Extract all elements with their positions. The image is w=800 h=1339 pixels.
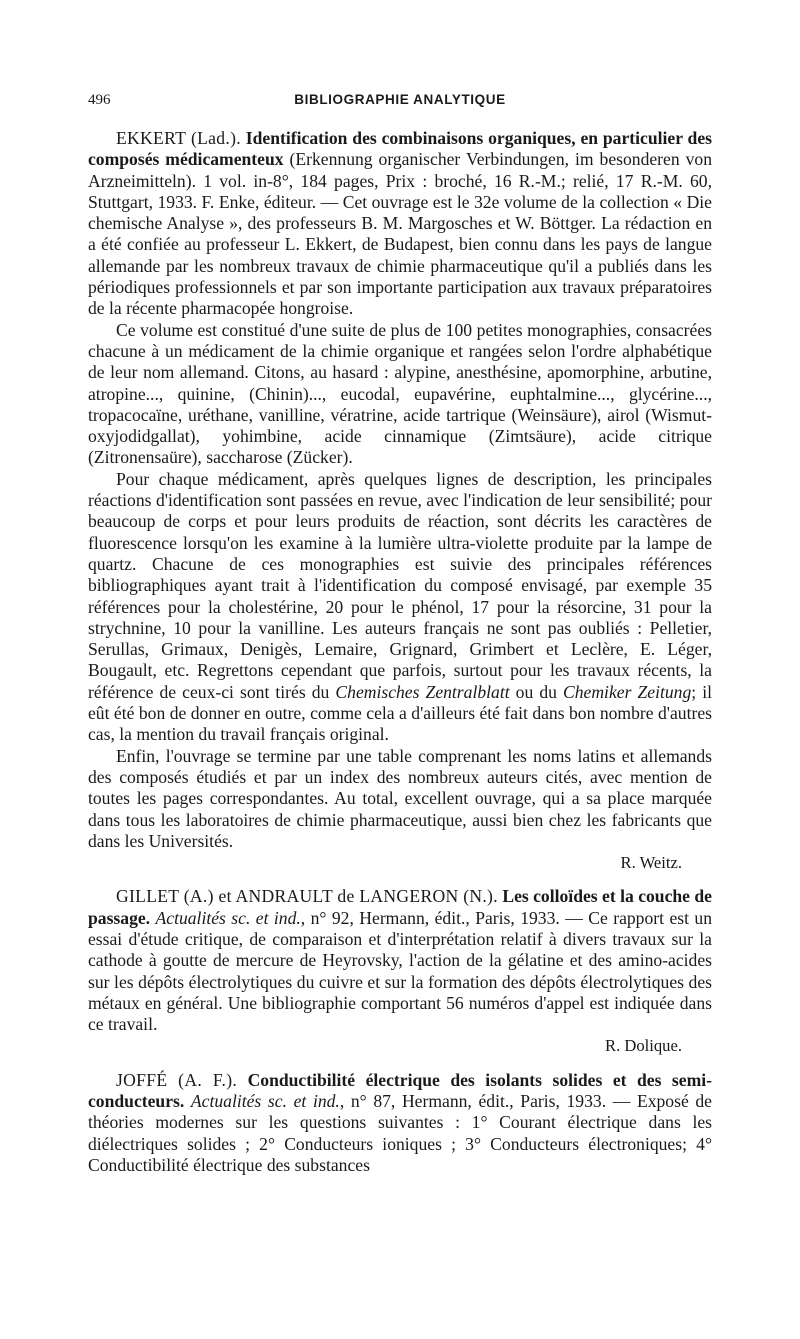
entry-citation: Actualités sc. et ind., n° 92, Hermann, édit., Paris, 1933. — Ce rapport est un essai d'étude critique, de comparaison et d'interprétation relatif à divers travaux sur la cathode à goutte de mercure de Heyrovsky, l'action de la gélatine et des amino-acides sur les dépôts électrolytiques du cuivre et sur la formation des dépôts électrolytiques des métaux en général. Une bibliographie comportant 56 numéros d'appel est indiquée dans ce travail. (88, 907, 713, 1035)
running-title: BIBLIOGRAPHIE ANALYTIQUE (294, 92, 506, 107)
entry-paragraph: Pour chaque médicament, après quelques lignes de description, les principales réactions d'identification sont passées en revue, avec l'indication de leur sensibilité; pour beaucoup de corps et pour leurs produits de réaction, sont décrits les caractères de fluorescence lorsqu'on les examine à la lumière ultra-violette produite par la lampe de quartz. Chacune de ces monographies est suivie des principales références bibliographiques ayant trait à l'identification du composé envisagé, par exemple 35 références pour la cholestérine, 20 pour le phénol, 17 pour la résorcine, 31 pour la strychnine, 10 pour la vanilline. Les auteurs français ne sont pas oubliés : Pelletier, Serullas, Grimaux, Denigès, Lemaire, Grignard, Grimbert et Leclère, E. Léger, Bougault, etc. Regrettons cependant que parfois, surtout pour les travaux récents, la référence de ceux-ci sont tirés du Chemisches Zentralblatt ou du Chemiker Zeitung; il eût été bon de donner en outre, comme cela a d'ailleurs été fait dans bon nombre d'autres cas, la mention du travail français original. (88, 468, 712, 745)
entry-lead-paragraph (88, 128, 712, 320)
entry-paragraph: Enfin, l'ouvrage se termine par une table comprenant les noms latins et allemands des composés étudiés et par un index des nombreux auteurs cités, avec mention de toutes les pages correspondantes. Au total, excellent ouvrage, qui a sa place marquée dans tous les laboratoires de chimie pharmaceutique, aussi bien chez les fabricants que dans les Universités. (88, 745, 712, 851)
page-header (88, 92, 712, 116)
bibliography-entry (88, 1070, 712, 1176)
reviewer-signature: R. Dolique. (605, 1036, 682, 1056)
entry-author: JOFFÉ (A. F.). (116, 1069, 238, 1090)
page-number: 496 (88, 92, 111, 108)
entry-paragraph: Ce volume est constitué d'une suite de plus de 100 petites monographies, consacrées chacune à un médicament de la chimie organique et rangées selon l'ordre alphabétique de leur nom allemand. Citons, au hasard : alypine, anesthésine, apomorphine, arbutine, atropine..., quinine, (Chinin)..., eucodal, eupavérine, euphtalmine..., glycérine..., tropacocaïne, uréthane, vanilline, vératrine, acide tartrique (Weinsäure), airol (Wismut-oxyjodidgallat), yohimbine, acide cinnamique (Zimtsäure), acide citrique (Zitronensaüre), saccharose (Zücker). (88, 319, 712, 468)
entry-title: Les colloïdes et la couche de passage. (88, 886, 712, 928)
entry-citation: Actualités sc. et ind., n° 87, Hermann, édit., Paris, 1933. — Exposé de théories modernes sur les questions suivantes : 1° Courant électrique dans les diélectriques solides ; 2° Conducteurs ioniques ; 3° Conducteurs électroniques; 4° Conductibilité électrique des substances (88, 1091, 712, 1175)
entry-title: Conductibilité électrique des isolants solides et des semi-conducteurs. (88, 1069, 712, 1112)
entry-lead-paragraph (88, 886, 712, 1035)
reviewer-signature: R. Weitz. (620, 853, 682, 873)
entry-author: EKKERT (Lad.). (116, 128, 241, 148)
entry-author: GILLET (A.) et ANDRAULT de LANGERON (N.). (116, 886, 498, 907)
entry-title: Identification des combinaisons organiques, en particulier des composés médicamenteux (88, 128, 712, 170)
bibliography-entry (88, 886, 712, 1056)
entry-lead-paragraph (88, 1070, 712, 1176)
bibliography-entry (88, 128, 712, 873)
entry-citation: (Erkennung organischer Verbindungen, im besonderen von Arzneimitteln). 1 vol. in-8°, 184 pages, Prix : broché, 16 R.-M.; relié, 17 R.-M. 60, Stuttgart, 1933. F. Enke, éditeur. — Cet ouvrage est le 32e volume de la collection « Die chemische Analyse », des professeurs B. M. Margosches et W. Böttger. La rédaction en a été confiée au professeur L. Ekkert, de Budapest, bien connu dans les pays de langue allemande par les nombreux travaux de chimie pharmaceutique qu'il a publiés dans les périodiques professionnels et par son importante participation aux travaux préparatoires de la récente pharmacopée hongroise. (88, 149, 712, 319)
bibliography-body (88, 128, 712, 1189)
